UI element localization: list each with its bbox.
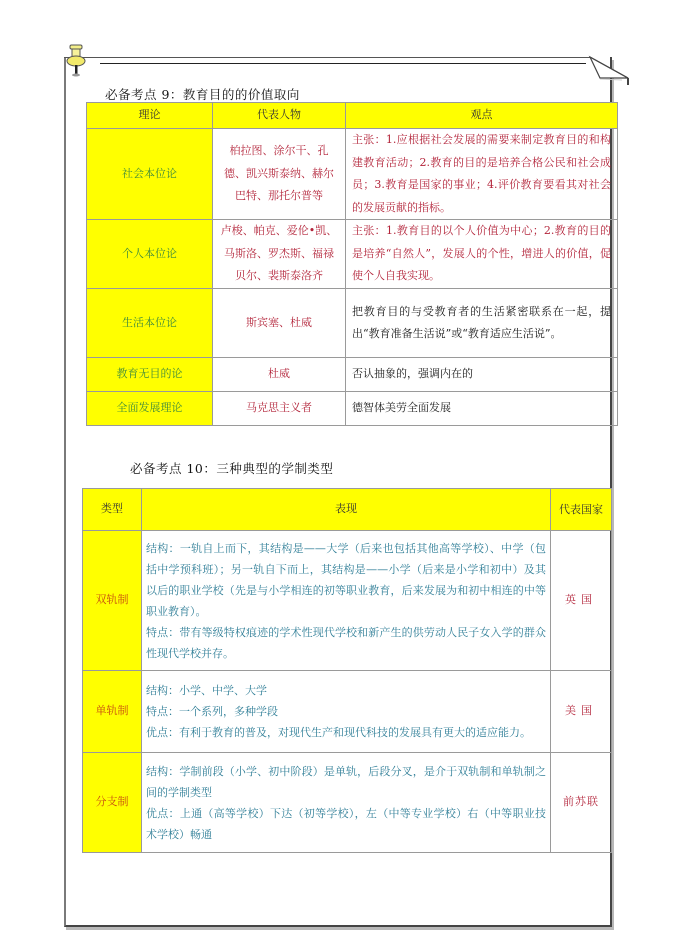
theory-cell: 社会本位论: [87, 129, 213, 220]
desc-cell: [142, 753, 551, 853]
view-cell: 主张：1.应根据社会发展的需要来制定教育目的和构建教育活动；2.教育的目的是培养合格公民和社会成员；3.教育是国家的事业；4.评价教育要看其对社会的发展贡献的指标。: [346, 129, 618, 220]
theory-cell: 生活本位论: [87, 289, 213, 358]
header-viewpoint: 观点: [346, 103, 618, 129]
people-cell: 杜威: [213, 358, 346, 392]
country-cell: 美国: [551, 671, 612, 753]
theory-cell: 全面发展理论: [87, 392, 213, 426]
table-header-row: [83, 489, 612, 531]
desc-advantage: 优点：有利于教育的普及，对现代生产和现代科技的发展具有更大的适应能力。: [146, 726, 531, 739]
view-cell: 德智体美劳全面发展: [346, 392, 618, 426]
school-systems-table: [82, 488, 612, 853]
header-characteristics: 表现: [142, 489, 551, 531]
view-cell: 把教育目的与受教育者的生活紧密联系在一起，提出“教育准备生活说”或“教育适应生活说”。: [346, 289, 618, 358]
view-cell: 主张：1.教育目的以个人价值为中心；2.教育的目的是培养“自然人”，发展人的个性，增进人的价值，促使个人自我实现。: [346, 220, 618, 289]
desc-structure: 结构：学制前段（小学、初中阶段）是单轨，后段分叉，是介于双轨制和单轨制之间的学制类型: [146, 764, 546, 799]
people-cell: 柏拉图、涂尔干、孔德、凯兴斯泰纳、赫尔巴特、那托尔普等: [213, 129, 346, 220]
table-row: [87, 289, 618, 358]
desc-advantage: 优点：上通（高等学校）下达（初等学校），左（中等专业学校）右（中等职业技术学校）畅通: [146, 806, 546, 841]
people-cell: 卢梭、帕克、爱伦•凯、马斯洛、罗杰斯、福禄贝尔、裴斯泰洛齐: [213, 220, 346, 289]
view-cell: 否认抽象的，强调内在的: [346, 358, 618, 392]
type-cell: 双轨制: [83, 531, 142, 671]
pushpin-icon: [63, 43, 89, 79]
theory-cell: 个人本位论: [87, 220, 213, 289]
header-country: 代表国家: [551, 489, 612, 531]
table-row: [83, 531, 612, 671]
header-rule: [100, 63, 586, 64]
country-cell: 英国: [551, 531, 612, 671]
page-top-edge: [64, 57, 590, 58]
table-row: [87, 129, 618, 220]
type-cell: 分支制: [83, 753, 142, 853]
page-corner-fold-icon: [588, 55, 632, 85]
type-cell: 单轨制: [83, 671, 142, 753]
education-aims-table: [86, 102, 618, 426]
header-type: 类型: [83, 489, 142, 531]
country-cell: 前苏联: [551, 753, 612, 853]
desc-cell: [142, 531, 551, 671]
table-row: [87, 392, 618, 426]
table-row: [87, 358, 618, 392]
section-title-school-systems: 必备考点 10：三种典型的学制类型: [130, 461, 334, 476]
header-representatives: 代表人物: [213, 103, 346, 129]
table-row: [83, 753, 612, 853]
people-cell: 斯宾塞、杜威: [213, 289, 346, 358]
people-cell: 马克思主义者: [213, 392, 346, 426]
table-row: [83, 671, 612, 753]
table-row: [87, 220, 618, 289]
desc-feature: 特点：一个系列，多种学段: [146, 705, 278, 718]
desc-structure: 结构：小学、中学、大学: [146, 684, 267, 697]
header-theory: 理论: [87, 103, 213, 129]
table-header-row: [87, 103, 618, 129]
theory-cell: 教育无目的论: [87, 358, 213, 392]
desc-feature: 特点：带有等级特权痕迹的学术性现代学校和新产生的供劳动人民子女入学的群众性现代学校并存。: [146, 625, 546, 660]
desc-structure: 结构：一轨自上而下，其结构是——大学（后来也包括其他高等学校）、中学（包括中学预科班）；另一轨自下而上，其结构是——小学（后来是小学和初中）及其以后的职业学校（先是与小学相连的初等职业教育，后来发展为和初中相连的中等职业教育）。: [146, 541, 546, 618]
section-title-education-aims: 必备考点 9：教育目的的价值取向: [105, 87, 300, 102]
desc-cell: [142, 671, 551, 753]
